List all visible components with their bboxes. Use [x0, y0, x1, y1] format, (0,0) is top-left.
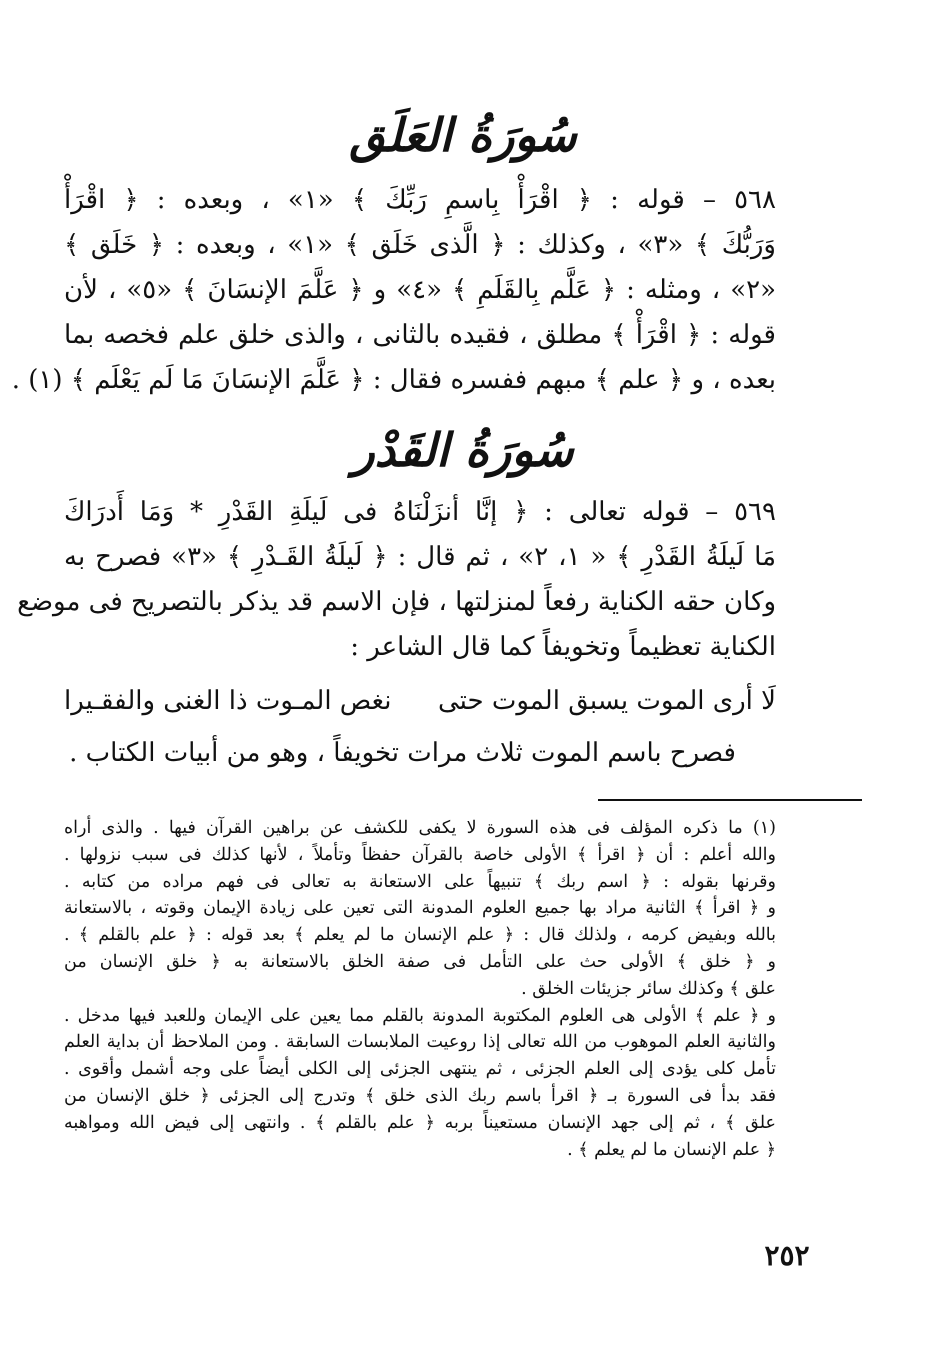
text-line: وكان حقه الكناية رفعاً لمنزلتها ، فإن الاسم قد يذكر بالتصريح فى موضع	[17, 587, 776, 617]
text-line: وَرَبُّكَ ﴾ «٣» ، وكذلك : ﴿ الَّذى خَلَق ﴾ «١» ، وبعده : ﴿ خَلَق ﴾	[64, 230, 776, 260]
footnote	[64, 815, 776, 1163]
footnote-line: (١) ما ذكره المؤلف فى هذه السورة لا يكفى للكشف عن براهين القرآن فيها . والذى أراه	[64, 818, 776, 838]
text-line: بعده ، و ﴿ علم ﴾ مبهم ففسره فقال : ﴿ عَلَّمَ الإنسَانَ مَا لَم يَعْلَم ﴾ (١) .	[11, 365, 776, 395]
footnote-line: و ﴿ اقرأ ﴾ الثانية مراد بها جميع العلوم المدونة التى تعين على زيادة الإيمان وقوته ، بالاستعانة	[64, 898, 776, 919]
footnote-separator	[598, 799, 862, 801]
paragraph-569	[17, 490, 777, 670]
footnote-line: و ﴿ علم ﴾ الأولى هى العلوم المكتوبة المدونة بالقلم مما يعين على الإيمان وللعبد فيها مدخل .	[64, 1005, 776, 1026]
surah-al-alaq-title: سُورَةُ العَلَق	[349, 108, 577, 162]
footnote-line: علق ﴾ وكذلك سائر جزيئات الخلق .	[521, 978, 776, 999]
footnote-line: بالله وبفيض كرمه ، ولذلك قال : ﴿ علم الإنسان ما لم يعلم ﴾ بعد قوله : ﴿ علم بالقلم ﴾ .	[64, 925, 776, 946]
verse-second-hemistich: نغص المـوت ذا الغنى والفقـيرا	[64, 686, 392, 716]
surah-al-qadr-title: سُورَةُ القَدْر	[352, 423, 574, 477]
text-line: ٥٦٩ – قوله تعالى : ﴿ إنَّا أنزَلْنَاهُ فى لَيلَةِ القَدْرِ * وَمَا أَدرَاكَ	[64, 497, 776, 527]
after-verse-line	[64, 728, 776, 778]
footnote-line: و ﴿ خلق ﴾ الأولى حث على التأمل فى صفة الخلق بالاستعانة به ﴿ خلق الإنسان من	[64, 951, 776, 972]
page-number: ٢٥٢	[764, 1239, 810, 1272]
footnote-line: والثانية العلم الموهوب من الله تعالى إذا روعيت الملابسات السابقة . ومن الملاحظ أن بداية العلم	[64, 1032, 776, 1053]
text-line: الكناية تعظيماً وتخويفاً كما قال الشاعر :	[350, 632, 776, 662]
text-line: قوله : ﴿ اقْرَأْ ﴾ مطلق ، فقيده بالثانى ، والذى خلق علم فخصه بما	[64, 320, 776, 350]
text-line: فصرح باسم الموت ثلاث مرات تخويفاً ، وهو من أبيات الكتاب .	[69, 738, 736, 768]
footnote-line: فقد بدأ فى السورة بـ ﴿ اقرأ باسم ربك الذى خلق ﴾ وتدرج إلى الجزئى ﴿ خلق الإنسان من	[64, 1085, 776, 1106]
footnote-line: علق ﴾ ، ثم إلى جهد الإنسان مستعيناً بربه ﴿ علم بالقلم ﴾ . وانتهى إلى فيض الله ومواهبه	[64, 1112, 776, 1133]
footnote-line: والله أعلم : أن ﴿ اقرأ ﴾ الأولى خاصة بالقرآن حفظاً وتأملاً ، لأنها كذلك فى سبب نزولها .	[64, 844, 776, 865]
verse-first-hemistich: لَا أرى الموت يسبق الموت حتى	[438, 686, 776, 716]
footnote-line: وقرنها بقوله : ﴿ اسم ربك ﴾ تنبيهاً على الاستعانة به تعالى فى فهم مراده من كتابه .	[64, 871, 776, 892]
text-line: مَا لَيلَةُ القَدْرِ ﴾ « ١، ٢» ، ثم قال : ﴿ لَيلَةُ القَـدْرِ ﴾ «٣» فصرح به	[64, 542, 777, 572]
footnote-line: تأمل كلى يؤدى إلى العلم الجزئى ، ثم ينتهى الجزئى إلى الكلى أيضاً على وجه أشمل وأقوى .	[64, 1059, 776, 1080]
text-line: «٢» ، ومثله : ﴿ عَلَّم بِالقَلَمِ ﴾ «٤» و ﴿ عَلَّمَ الإنسَانَ ﴾ «٥» ، لأن	[64, 275, 776, 305]
footnote-line: ﴿ علم الإنسان ما لم يعلم ﴾ .	[567, 1139, 776, 1160]
poetry-verse	[64, 676, 776, 726]
text-line: ٥٦٨ – قوله : ﴿ اقْرَأْ بِاسمِ رَبِّكَ ﴾ «١» ، وبعده : ﴿ اقْرَأْ	[64, 185, 776, 215]
paragraph-568	[11, 178, 776, 403]
